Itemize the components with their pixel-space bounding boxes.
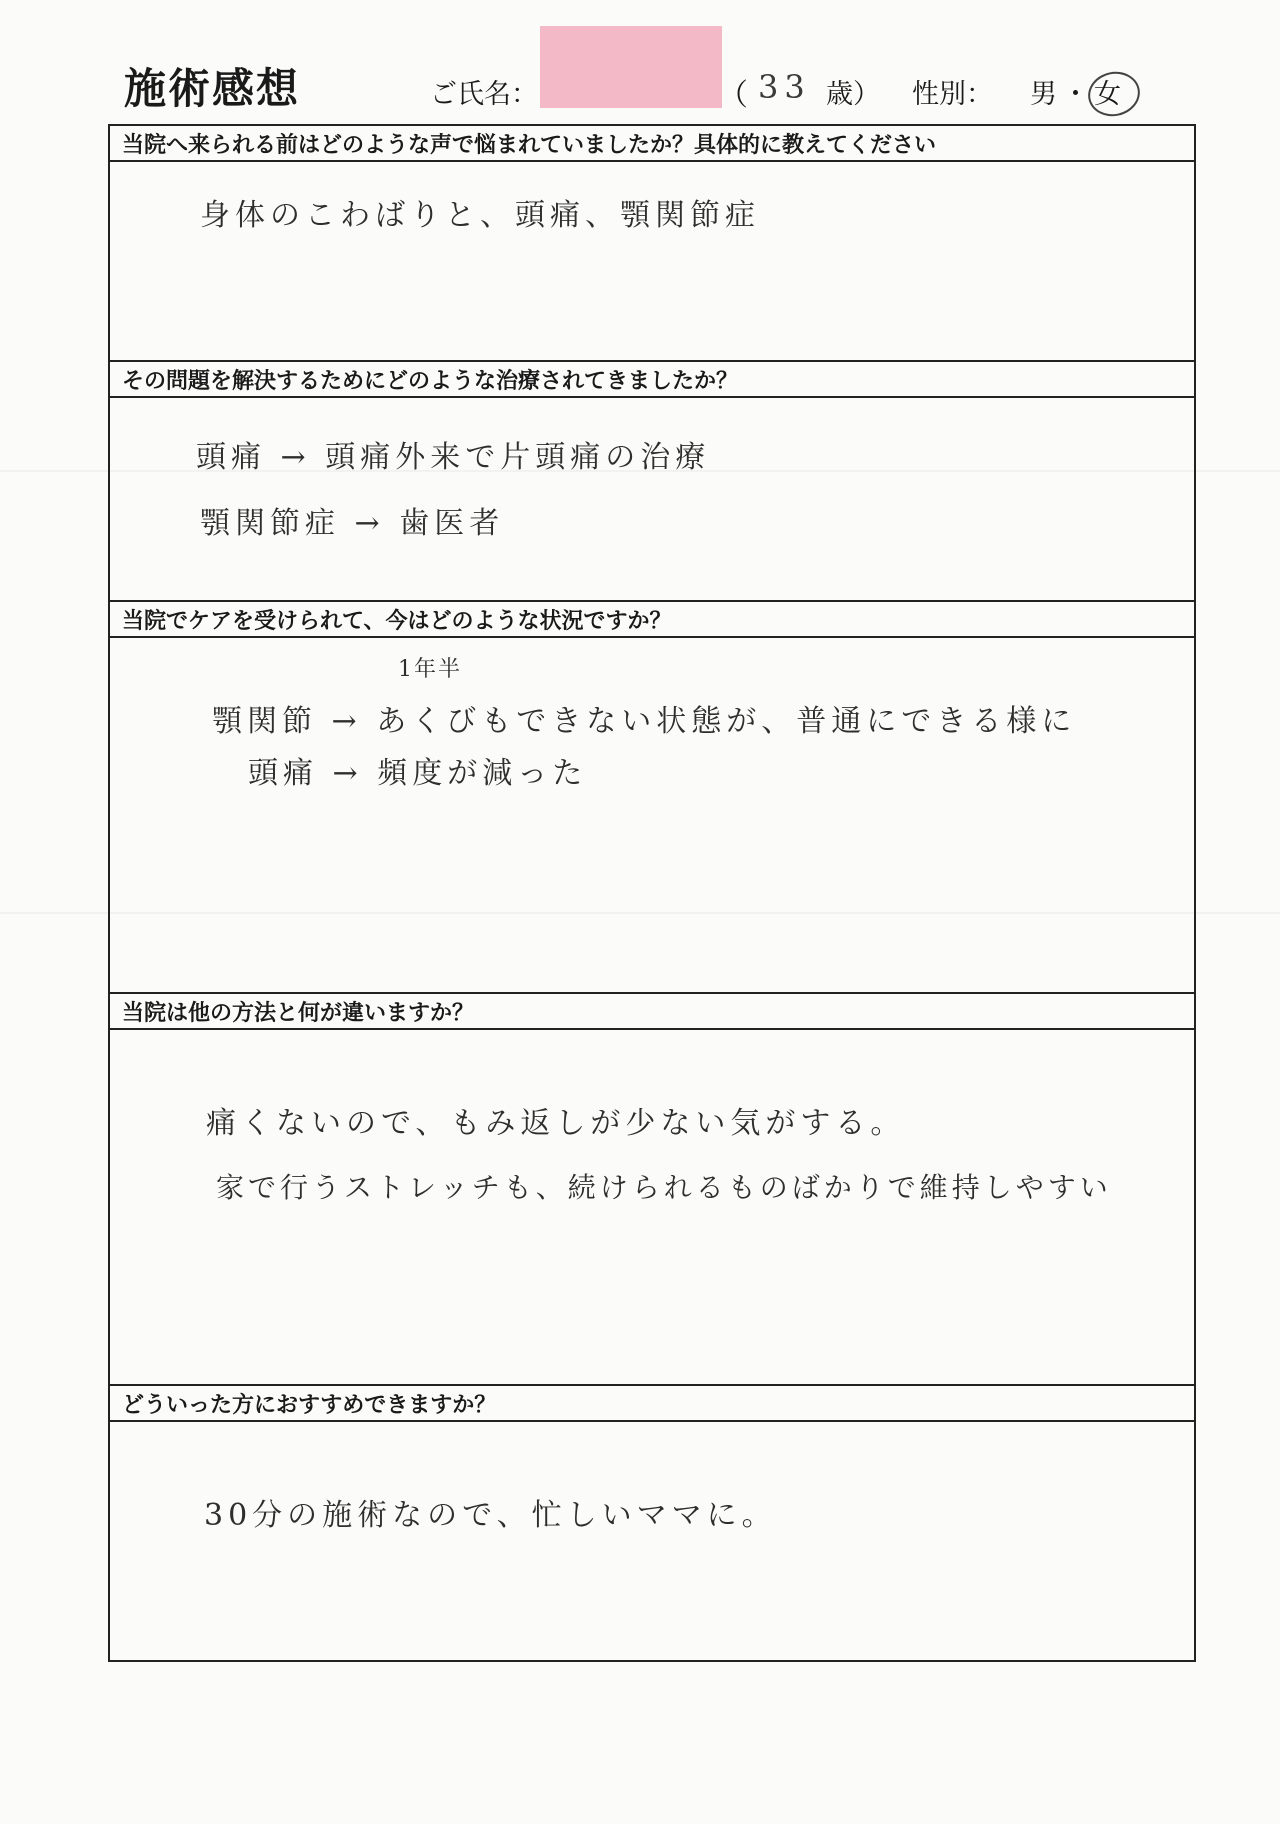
gender-selection-circle — [1084, 67, 1144, 121]
page-title: 施術感想 — [124, 64, 301, 113]
question-3: 当院でケアを受けられて、今はどのような状況ですか？ — [122, 609, 672, 634]
answer-2-line-1: 頭痛 → 頭痛外来で片頭痛の治療 — [196, 440, 711, 475]
answer-1-line-1: 身体のこわばりと、頭痛、顎関節症 — [200, 198, 760, 233]
answer-2-line-2: 顎関節症 → 歯医者 — [200, 506, 505, 541]
question-2: その問題を解決するためにどのような治療されてきましたか？ — [122, 369, 739, 394]
gender-separator: ・ — [1062, 79, 1089, 110]
question-5: どういった方におすすめできますか？ — [122, 1393, 497, 1418]
age-unit: 歳） — [826, 79, 880, 110]
gender-male: 男 — [1030, 79, 1057, 110]
answer-3-line-1: 顎関節 → あくびもできない状態が、普通にできる様に — [212, 704, 1077, 739]
answer-3-line-2: 頭痛 → 頻度が減った — [248, 756, 588, 791]
section-header-5 — [108, 1384, 1194, 1422]
age-value: 33 — [758, 68, 811, 106]
answer-4-line-1: 痛くないので、もみ返しが少ない気がする。 — [206, 1106, 906, 1141]
section-header-1 — [108, 124, 1194, 162]
answer-3-note: 1年半 — [398, 657, 462, 682]
question-4: 当院は他の方法と何が違いますか？ — [122, 1001, 475, 1026]
form-frame — [108, 124, 1196, 1662]
section-header-4 — [108, 992, 1194, 1030]
answer-4-line-2: 家で行うストレッチも、続けられるものばかりで維持しやすい — [216, 1171, 1112, 1204]
section-header-3 — [108, 600, 1194, 638]
gender-label: 性別： — [912, 79, 993, 110]
age-open-paren: （ — [718, 78, 748, 113]
name-label: ご氏名： — [430, 79, 538, 110]
answer-5-line-1: 30分の施術なので、忙しいママに。 — [204, 1498, 777, 1533]
question-1: 当院へ来られる前はどのような声で悩まれていましたか？具体的に教えてください — [122, 133, 937, 158]
gender-female: 女 — [1094, 79, 1121, 110]
redacted-name — [540, 26, 722, 108]
section-header-2 — [108, 360, 1194, 398]
